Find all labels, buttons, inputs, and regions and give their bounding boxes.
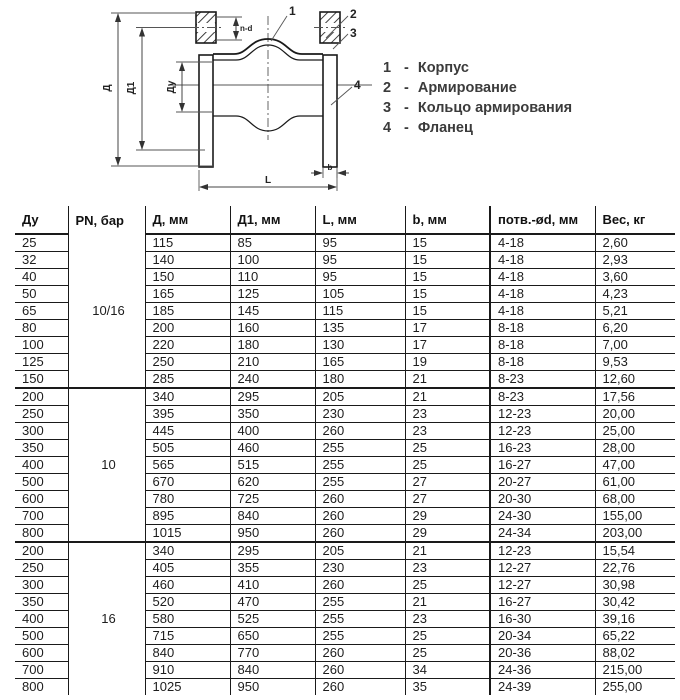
table-cell: 260 — [315, 508, 405, 525]
table-cell: 17 — [405, 337, 490, 354]
table-cell: 600 — [15, 645, 68, 662]
table-cell: 115 — [315, 303, 405, 320]
table-cell: 24-30 — [490, 508, 595, 525]
table-cell: 520 — [145, 594, 230, 611]
table-cell: 250 — [15, 560, 68, 577]
table-cell: 445 — [145, 423, 230, 440]
table-cell: 770 — [230, 645, 315, 662]
table-cell: 12-27 — [490, 560, 595, 577]
table-cell: 95 — [315, 269, 405, 286]
table-cell: 130 — [315, 337, 405, 354]
table-cell: 24-34 — [490, 525, 595, 543]
table-cell: 950 — [230, 525, 315, 543]
table-cell: 260 — [315, 645, 405, 662]
table-cell: 410 — [230, 577, 315, 594]
table-cell: 165 — [145, 286, 230, 303]
table-cell: 255,00 — [602, 679, 643, 694]
table-cell: 12,60 — [595, 371, 675, 389]
callout-1: 1 — [289, 4, 296, 18]
column-header: b, мм — [405, 206, 490, 234]
table-cell: 255 — [315, 440, 405, 457]
table-cell: 4-18 — [490, 303, 595, 320]
table-cell: 3,60 — [595, 269, 675, 286]
table-cell: 12-23 — [490, 423, 595, 440]
table-cell: 27 — [405, 474, 490, 491]
table-cell: 780 — [145, 491, 230, 508]
table-cell: 23 — [405, 406, 490, 423]
column-header: L, мм — [315, 206, 405, 234]
table-cell: 135 — [315, 320, 405, 337]
table-cell: 203,00 — [595, 525, 675, 543]
table-cell: 200 — [15, 388, 68, 406]
table-cell: 17 — [405, 320, 490, 337]
legend-item — [383, 120, 572, 136]
table-cell: 6,20 — [595, 320, 675, 337]
table-cell: 470 — [230, 594, 315, 611]
table-cell: 205 — [315, 388, 405, 406]
table-cell: 800 — [15, 679, 68, 696]
dim-label-l: L — [264, 175, 272, 186]
table-cell: 24-39 — [490, 679, 595, 696]
table-cell: 8-23 — [490, 371, 595, 389]
table-cell: 525 — [230, 611, 315, 628]
table-cell: 580 — [145, 611, 230, 628]
table-cell: 840 — [230, 508, 315, 525]
table-cell: 15 — [405, 303, 490, 320]
table-cell: 395 — [145, 406, 230, 423]
table-cell: 21 — [405, 371, 490, 389]
right-flange — [314, 12, 346, 167]
legend-label: Фланец — [417, 120, 473, 136]
table-cell: 28,00 — [595, 440, 675, 457]
table-cell: 400 — [15, 457, 68, 474]
table-cell: 240 — [230, 371, 315, 389]
table-cell: 300 — [15, 423, 68, 440]
table-cell: 50 — [15, 286, 68, 303]
legend-num: 2 — [383, 80, 392, 96]
table-cell: 61,00 — [595, 474, 675, 491]
table-cell: 4-18 — [490, 234, 595, 252]
table-cell: 25,00 — [595, 423, 675, 440]
table-cell: 180 — [315, 371, 405, 389]
table-cell: 500 — [15, 628, 68, 645]
table-cell: 20-36 — [490, 645, 595, 662]
table-cell: 110 — [230, 269, 315, 286]
table-cell: 260 — [315, 577, 405, 594]
legend-label: Армирование — [417, 80, 517, 96]
table-cell: 155,00 — [595, 508, 675, 525]
table-cell: 47,00 — [595, 457, 675, 474]
table-cell: 230 — [315, 406, 405, 423]
table-cell: 200 — [15, 542, 68, 560]
table-cell: 400 — [230, 423, 315, 440]
table-cell: 185 — [145, 303, 230, 320]
legend-dash: - — [404, 80, 409, 96]
table-cell: 400 — [15, 611, 68, 628]
table-cell: 800 — [15, 525, 68, 543]
table-cell: 20,00 — [595, 406, 675, 423]
table-cell: 80 — [15, 320, 68, 337]
table-cell: 16-27 — [490, 457, 595, 474]
table-cell: 255 — [315, 474, 405, 491]
dim-label-d1: Д1 — [126, 81, 137, 95]
table-cell: 515 — [230, 457, 315, 474]
table-cell: 210 — [230, 354, 315, 371]
table-cell: 840 — [145, 645, 230, 662]
table-cell: 15 — [405, 234, 490, 252]
table-cell: 340 — [145, 388, 230, 406]
table-cell: 12-23 — [490, 542, 595, 560]
table-cell: 88,02 — [595, 645, 675, 662]
table-cell: 620 — [230, 474, 315, 491]
table-cell: 215,00 — [595, 662, 675, 679]
legend-dash: - — [404, 120, 409, 136]
table-cell: 23 — [405, 423, 490, 440]
legend-dash: - — [404, 100, 409, 116]
table-cell: 180 — [230, 337, 315, 354]
table-cell: 125 — [15, 354, 68, 371]
table-cell: 16-23 — [490, 440, 595, 457]
table-cell: 500 — [15, 474, 68, 491]
diagram-section — [0, 0, 680, 202]
table-cell: 8-18 — [490, 320, 595, 337]
table-cell: 15 — [405, 286, 490, 303]
legend-item — [383, 80, 572, 96]
legend-item — [383, 100, 572, 116]
table-cell: 295 — [230, 542, 315, 560]
table-cell: 460 — [145, 577, 230, 594]
table-cell: 65 — [15, 303, 68, 320]
dim-label-nd: n-d — [240, 24, 253, 33]
table-cell: 8-18 — [490, 354, 595, 371]
table-cell: 125 — [230, 286, 315, 303]
column-header: Вес, кг — [595, 206, 675, 234]
table-cell: 8-18 — [490, 337, 595, 354]
table-cell: 85 — [230, 234, 315, 252]
table-cell: 7,00 — [595, 337, 675, 354]
table-cell: 250 — [15, 406, 68, 423]
table-cell: 460 — [230, 440, 315, 457]
column-header: PN, бар — [68, 206, 145, 234]
table-cell: 165 — [315, 354, 405, 371]
table-body — [15, 234, 675, 695]
table-cell: 21 — [405, 542, 490, 560]
callout-3: 3 — [350, 26, 357, 40]
legend-num: 4 — [383, 120, 392, 136]
table-cell: 340 — [145, 542, 230, 560]
table-cell: 350 — [15, 440, 68, 457]
table-cell: 300 — [15, 577, 68, 594]
table-cell: 150 — [15, 371, 68, 389]
table-cell: 25 — [405, 457, 490, 474]
table-cell: 670 — [145, 474, 230, 491]
table-cell: 1015 — [145, 525, 230, 543]
callout-4: 4 — [354, 78, 361, 92]
table-cell: 200 — [145, 320, 230, 337]
table-cell: 29 — [405, 525, 490, 543]
table-cell: 27 — [405, 491, 490, 508]
table-cell: 40 — [15, 269, 68, 286]
table-cell: 15,54 — [595, 542, 675, 560]
table-cell: 355 — [230, 560, 315, 577]
table-cell: 895 — [145, 508, 230, 525]
table-cell: 100 — [15, 337, 68, 354]
table-cell: 100 — [230, 252, 315, 269]
table-cell: 39,16 — [595, 611, 675, 628]
table-cell: 220 — [145, 337, 230, 354]
table-cell: 8-23 — [490, 388, 595, 406]
dim-label-d: Д — [102, 84, 113, 92]
table-cell: 230 — [315, 560, 405, 577]
legend-num: 3 — [383, 100, 392, 116]
dimension-b — [311, 163, 349, 178]
table-cell: 19 — [405, 354, 490, 371]
left-flange — [190, 12, 222, 167]
table-cell: 700 — [15, 508, 68, 525]
table-cell: 250 — [145, 354, 230, 371]
table-cell: 160 — [230, 320, 315, 337]
spec-table — [15, 206, 675, 695]
table-cell: 12-27 — [490, 577, 595, 594]
table-cell: 260 — [315, 525, 405, 543]
table-row — [15, 542, 675, 560]
table-row — [15, 388, 675, 406]
legend-item — [383, 60, 572, 76]
table-cell: 21 — [405, 594, 490, 611]
table-cell: 260 — [315, 491, 405, 508]
table-cell: 68,00 — [595, 491, 675, 508]
table-cell: 21 — [405, 388, 490, 406]
table-cell: 10 — [68, 388, 145, 542]
table-cell: 17,56 — [595, 388, 675, 406]
legend-dash: - — [404, 60, 409, 76]
table-cell: 140 — [145, 252, 230, 269]
table-row — [15, 234, 675, 252]
column-header: Д, мм — [145, 206, 230, 234]
table-cell: 950 — [230, 679, 315, 696]
table-cell: 145 — [230, 303, 315, 320]
table-cell: 505 — [145, 440, 230, 457]
callout-2: 2 — [350, 7, 357, 21]
table-cell: 25 — [405, 645, 490, 662]
table-cell: 20-27 — [490, 474, 595, 491]
table-cell: 9,53 — [595, 354, 675, 371]
table-cell: 150 — [145, 269, 230, 286]
table-cell: 260 — [315, 662, 405, 679]
table-cell: 4-18 — [490, 252, 595, 269]
legend-label: Кольцо армирования — [417, 100, 573, 116]
table-cell: 2,60 — [595, 234, 675, 252]
table-cell: 105 — [315, 286, 405, 303]
table-cell: 29 — [405, 508, 490, 525]
table-cell: 20-34 — [490, 628, 595, 645]
table-cell: 910 — [145, 662, 230, 679]
table-cell: 5,21 — [595, 303, 675, 320]
table-cell: 1025 — [145, 679, 230, 696]
technical-drawing — [0, 0, 680, 202]
table-cell: 255 — [315, 594, 405, 611]
table-cell: 25 — [15, 234, 68, 252]
table-cell: 10/16 — [68, 234, 145, 388]
legend-label: Корпус — [417, 60, 469, 76]
column-header: Д1, мм — [230, 206, 315, 234]
table-cell: 260 — [315, 679, 405, 696]
legend-num: 1 — [383, 60, 392, 76]
table-cell: 255 — [315, 611, 405, 628]
table-cell: 12-23 — [490, 406, 595, 423]
table-cell: 23 — [405, 611, 490, 628]
column-header: Ду — [15, 206, 68, 234]
table-cell: 4-18 — [490, 286, 595, 303]
table-cell: 34 — [405, 662, 490, 679]
table-cell: 565 — [145, 457, 230, 474]
table-cell: 22,76 — [595, 560, 675, 577]
table-cell: 715 — [145, 628, 230, 645]
table-cell: 65,22 — [595, 628, 675, 645]
dim-label-b: b — [327, 163, 333, 172]
table-cell: 16-30 — [490, 611, 595, 628]
table-cell: 700 — [15, 662, 68, 679]
table-cell: 205 — [315, 542, 405, 560]
table-cell: 25 — [405, 440, 490, 457]
table-cell: 295 — [230, 388, 315, 406]
table-cell: 285 — [145, 371, 230, 389]
table-cell: 255 — [315, 457, 405, 474]
table-cell: 32 — [15, 252, 68, 269]
table-cell: 35 — [405, 679, 490, 696]
table-cell: 405 — [145, 560, 230, 577]
table-cell: 20-30 — [490, 491, 595, 508]
table-cell: 255 — [315, 628, 405, 645]
table-cell: 350 — [15, 594, 68, 611]
table-cell: 23 — [405, 560, 490, 577]
table-cell: 115 — [145, 234, 230, 252]
table-cell: 16-27 — [490, 594, 595, 611]
table-cell: 95 — [315, 234, 405, 252]
table-cell: 25 — [405, 628, 490, 645]
table-cell: 260 — [315, 423, 405, 440]
table-cell: 4,23 — [595, 286, 675, 303]
table-cell: 350 — [230, 406, 315, 423]
table-cell: 95 — [315, 252, 405, 269]
table-cell: 24-36 — [490, 662, 595, 679]
table-header-row — [15, 206, 675, 234]
table-cell: 25 — [405, 577, 490, 594]
table-cell: 15 — [405, 269, 490, 286]
table-cell: 840 — [230, 662, 315, 679]
table-cell: 4-18 — [490, 269, 595, 286]
column-header: потв.-ød, мм — [490, 206, 595, 234]
legend — [383, 60, 572, 136]
table-cell: 16 — [68, 542, 145, 695]
table-cell: 600 — [15, 491, 68, 508]
table-cell: 725 — [230, 491, 315, 508]
table-cell: 15 — [405, 252, 490, 269]
table-cell: 30,98 — [595, 577, 675, 594]
dim-label-du: Ду — [166, 80, 177, 94]
dimension-nd — [216, 17, 253, 40]
table-cell: 2,93 — [595, 252, 675, 269]
table-cell: 650 — [230, 628, 315, 645]
table-cell: 30,42 — [595, 594, 675, 611]
